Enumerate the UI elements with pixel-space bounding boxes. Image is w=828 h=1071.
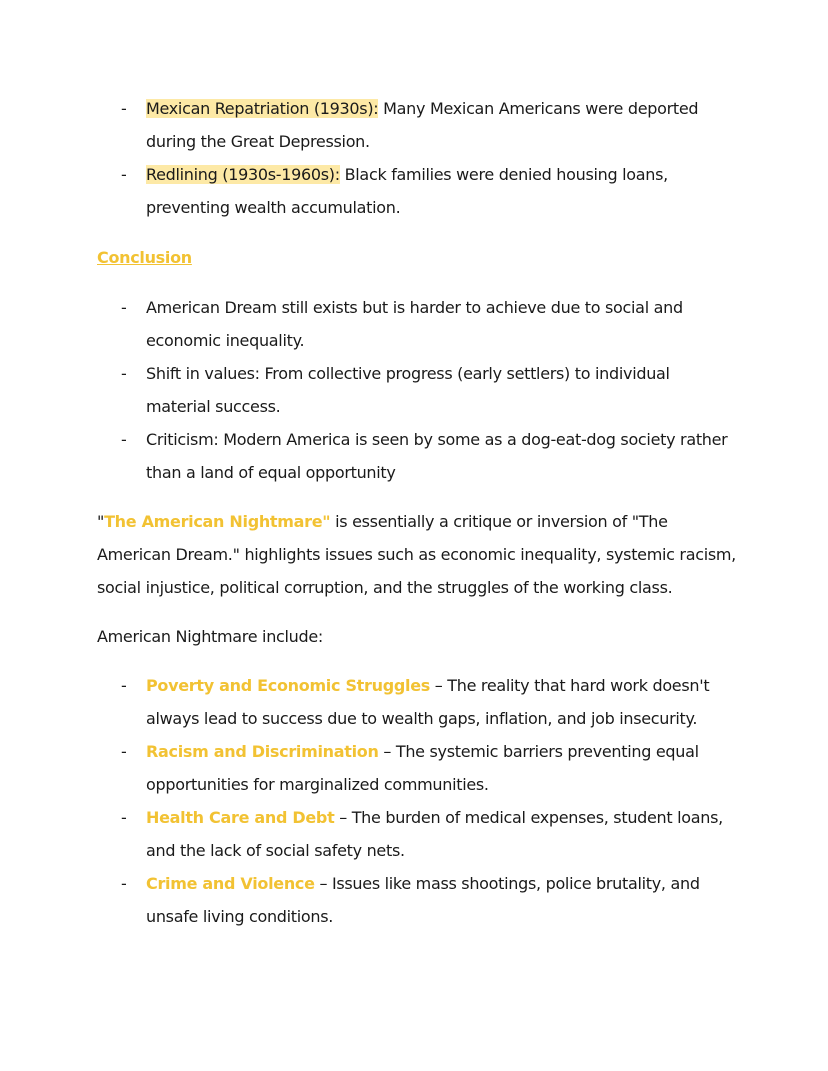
highlighted-term: Redlining (1930s-1960s): (146, 165, 340, 184)
conclusion-heading: Conclusion (97, 248, 192, 267)
bullet-dash: - (121, 874, 127, 893)
list-item (97, 801, 737, 867)
nightmare-term: The American Nightmare" (104, 512, 331, 531)
bullet-dash: - (121, 676, 127, 695)
item-text: Many Mexican Americans were deported during the Great Depression. (146, 99, 699, 151)
include-intro: American Nightmare include: (97, 627, 324, 646)
nightmare-paragraph (97, 505, 737, 604)
quote-mark: " (97, 512, 105, 531)
nightmare-text: is essentially a critique or inversion of "The American Dream." highlights issues such as economic inequality, systemic racism, social injustice, political corruption, and the struggles of the working class. (97, 512, 736, 597)
bullet-dash: - (121, 364, 127, 383)
item-text: Black families were denied housing loans, preventing wealth accumulation. (146, 165, 668, 217)
item-text: – Issues like mass shootings, police brutality, and unsafe living conditions. (146, 874, 700, 926)
bullet-dash: - (121, 165, 127, 184)
list-item (97, 92, 737, 158)
list-item (97, 669, 737, 735)
list-item (97, 291, 737, 357)
item-text: – The burden of medical expenses, student loans, and the lack of social safety nets. (146, 808, 723, 860)
list-item (97, 158, 737, 224)
nightmare-list (97, 669, 737, 933)
item-text: – The reality that hard work doesn't always lead to success due to wealth gaps, inflation, and job insecurity. (146, 676, 710, 728)
item-text: American Dream still exists but is harder to achieve due to social and economic inequality. (146, 298, 683, 350)
item-term: Racism and Discrimination (146, 742, 379, 761)
list-item (97, 735, 737, 801)
conclusion-list (97, 291, 737, 489)
item-text: Criticism: Modern America is seen by some as a dog-eat-dog society rather than a land of equal opportunity (146, 430, 728, 482)
list-item (97, 867, 737, 933)
document-page (97, 92, 737, 933)
bullet-dash: - (121, 99, 127, 118)
bullet-dash: - (121, 298, 127, 317)
list-item (97, 357, 737, 423)
list-item (97, 423, 737, 489)
item-text: Shift in values: From collective progress (early settlers) to individual material success. (146, 364, 670, 416)
item-text: – The systemic barriers preventing equal opportunities for marginalized communities. (146, 742, 699, 794)
bullet-dash: - (121, 430, 127, 449)
bullet-dash: - (121, 742, 127, 761)
historical-discrimination-list (97, 92, 737, 224)
highlighted-term: Mexican Repatriation (1930s): (146, 99, 379, 118)
item-term: Health Care and Debt (146, 808, 335, 827)
bullet-dash: - (121, 808, 127, 827)
item-term: Crime and Violence (146, 874, 315, 893)
item-term: Poverty and Economic Struggles (146, 676, 430, 695)
